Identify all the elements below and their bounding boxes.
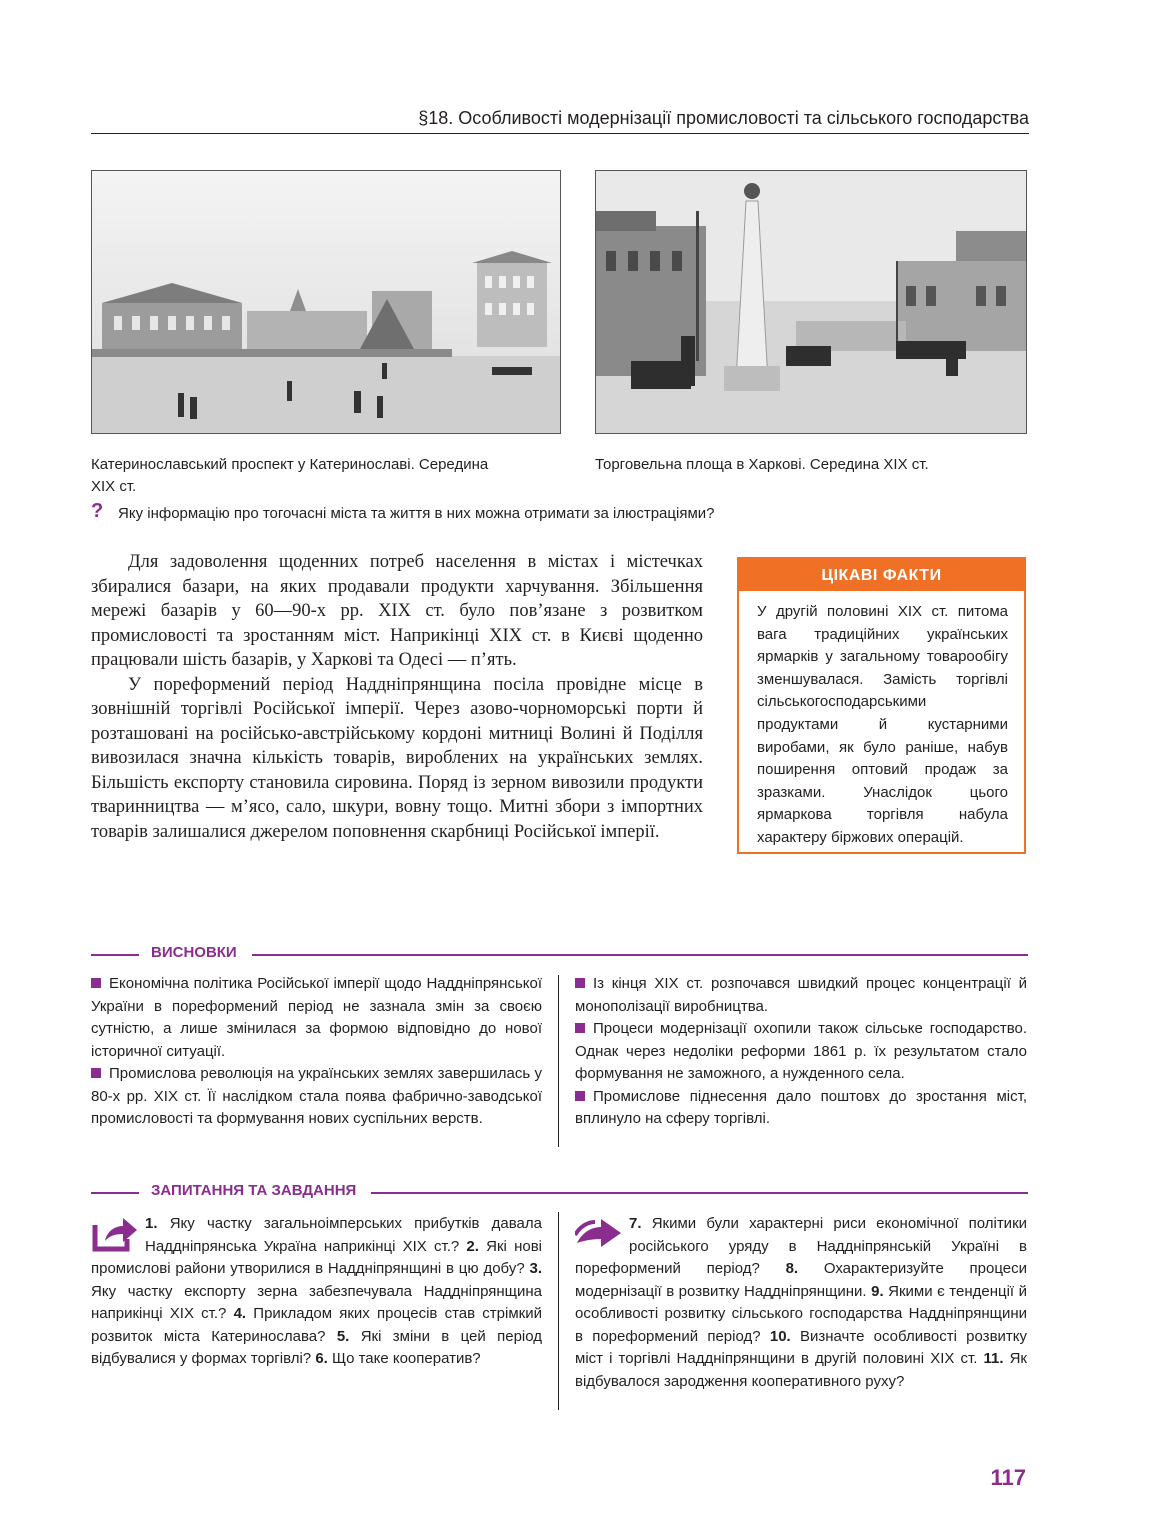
- task-item: 5. Які зміни в цей період відбувалися у формах торгівлі?: [91, 1327, 543, 1367]
- task-item: 8. Охарактеризуйте процеси модернізації в розвитку Наддніпрянщини.: [575, 1260, 1028, 1300]
- task-item: 9. Якими є тенденції й особливості розвитку сільського господарства Наддніпрянщини в пореформений період?: [575, 1282, 1027, 1345]
- square-bullet-icon: [91, 1068, 101, 1078]
- kharkiv-square-image: [595, 170, 1027, 434]
- conclusions-title: ВИСНОВКИ: [151, 944, 237, 961]
- main-paragraph: У пореформений період Наддніпрянщина посіла провідне місце в зовнішній торгівлі Російської імперії. Через азово-чорноморські порти й розташовані на російсько-австрійському кордоні митниці Волині й Поділля вивозилася значна кількість товарів, вироблених на українських землях. Більшість експорту становила сировина. Поряд із зерном вивозили продукти тваринництва — м’ясо, сало, шкури, вовну тощо. Митні збори з імпортних товарів залишалися джерелом поповнення скарбниці Російської імперії.: [91, 674, 703, 842]
- facts-text: У другій половині XIX ст. питома вага традиційних українських ярмарків у загальному товарообігу зменшувалася. Замість торгівлі сільськогосподарськими продуктами й кустарними виробами, як було раніше, набув поширення оптовий продаж за зразками. Унаслідок цього ярмаркова торгівля набула характеру біржових операцій.: [757, 603, 1008, 846]
- square-bullet-icon: [91, 978, 101, 988]
- share-arrow-icon: [91, 1213, 139, 1253]
- ekaterinoslav-prospect-image: [91, 170, 561, 434]
- page-number: 117: [990, 1465, 1026, 1490]
- question-icon: ?: [91, 500, 104, 522]
- task-item: 2. Які нові промислові райони утворилися в Наддніпрянщині в цю добу?: [91, 1237, 542, 1277]
- task-item: 4. Прикладом яких процесів став стрімкий розвиток міста Катеринослава?: [91, 1305, 542, 1345]
- conclusion-item: Із кінця XIX ст. розпочався швидкий процес концентрації й монополізації виробництва.: [575, 975, 1027, 1015]
- task-item: 7. Якими були характерні риси економічної політики російського уряду в Наддніпрянській Україні в пореформений період?: [575, 1215, 1028, 1277]
- conclusion-item: Промислове піднесення дало поштовх до зростання міст, вплинуло на сферу торгівлі.: [575, 1087, 1027, 1127]
- task-item: 6. Що таке кооператив?: [315, 1350, 481, 1367]
- task-item: 11. Як відбувалося зародження кооперативного руху?: [575, 1350, 1027, 1390]
- conclusion-item: Промислова революція на українських землях завершилась у 80-х рр. XIX ст. Її наслідком стала поява фабрично-заводської промисловості та формування нових суспільних верств.: [91, 1065, 542, 1127]
- column-divider: [558, 975, 559, 1147]
- square-bullet-icon: [575, 978, 585, 988]
- conclusion-item: Процеси модернізації охопили також сільське господарство. Однак через недоліки реформи 1861 р. їх результатом стало формування не заможного, а нужденного села.: [575, 1020, 1027, 1082]
- tasks-rule-right: [371, 1192, 1028, 1194]
- facts-title: ЦІКАВІ ФАКТИ: [739, 559, 1024, 591]
- column-divider: [558, 1212, 559, 1410]
- header-rule: [91, 133, 1029, 134]
- header-title: §18. Особливості модернізації промисловості та сільського господарства: [418, 108, 1029, 128]
- main-text: [91, 550, 703, 844]
- tasks-title: ЗАПИТАННЯ ТА ЗАВДАННЯ: [151, 1182, 357, 1199]
- image-question: Яку інформацію про тогочасні міста та життя в них можна отримати за ілюстраціями?: [118, 505, 715, 522]
- right-image-caption: Торговельна площа в Харкові. Середина XIX ст.: [595, 456, 929, 473]
- task-item: 10. Визначте особливості розвитку міст і торгівлі Наддніпрянщини в другій половині XIX ст.: [575, 1327, 1028, 1367]
- square-bullet-icon: [575, 1023, 585, 1033]
- conclusion-item: Економічна політика Російської імперії щодо Наддніпрянської України в пореформений період не зазнала змін за своєю сутністю, а лише змінилася за формою відповідно до нової історичної ситуації.: [91, 975, 542, 1060]
- tasks-rule-left: [91, 1192, 139, 1194]
- conclusions-rule-left: [91, 954, 139, 956]
- task-item: 1. Яку частку загальноімперських прибутків давала Наддніпрянська Україна наприкінці XIX ст.?: [145, 1215, 542, 1255]
- main-paragraph: Для задоволення щоденних потреб населення в містах і містечках збиралися базари, на яких продавали продукти харчування. Збільшення мережі базарів у 60—90-х рр. XIX ст. було пов’язане з розвитком промисловості та зростанням міст. Наприкінці XIX ст. в Києві щоденно працювали шість базарів, у Харкові та Одесі — п’ять.: [91, 552, 703, 670]
- conclusions-right-column: [575, 973, 1027, 1131]
- double-arrow-icon: [575, 1213, 623, 1253]
- tasks-left-column: [91, 1213, 542, 1371]
- task-item: 3. Яку частку експорту зерна забезпечувала Наддніпрянщина наприкінці XIX ст.?: [91, 1260, 543, 1322]
- tasks-right-column: [575, 1213, 1027, 1393]
- interesting-facts-box: [737, 557, 1026, 854]
- left-image-caption: Катеринославський проспект у Катеринославі. Середина XIX ст.: [91, 456, 489, 495]
- conclusions-rule-right: [252, 954, 1028, 956]
- square-bullet-icon: [575, 1091, 585, 1101]
- conclusions-left-column: [91, 973, 542, 1131]
